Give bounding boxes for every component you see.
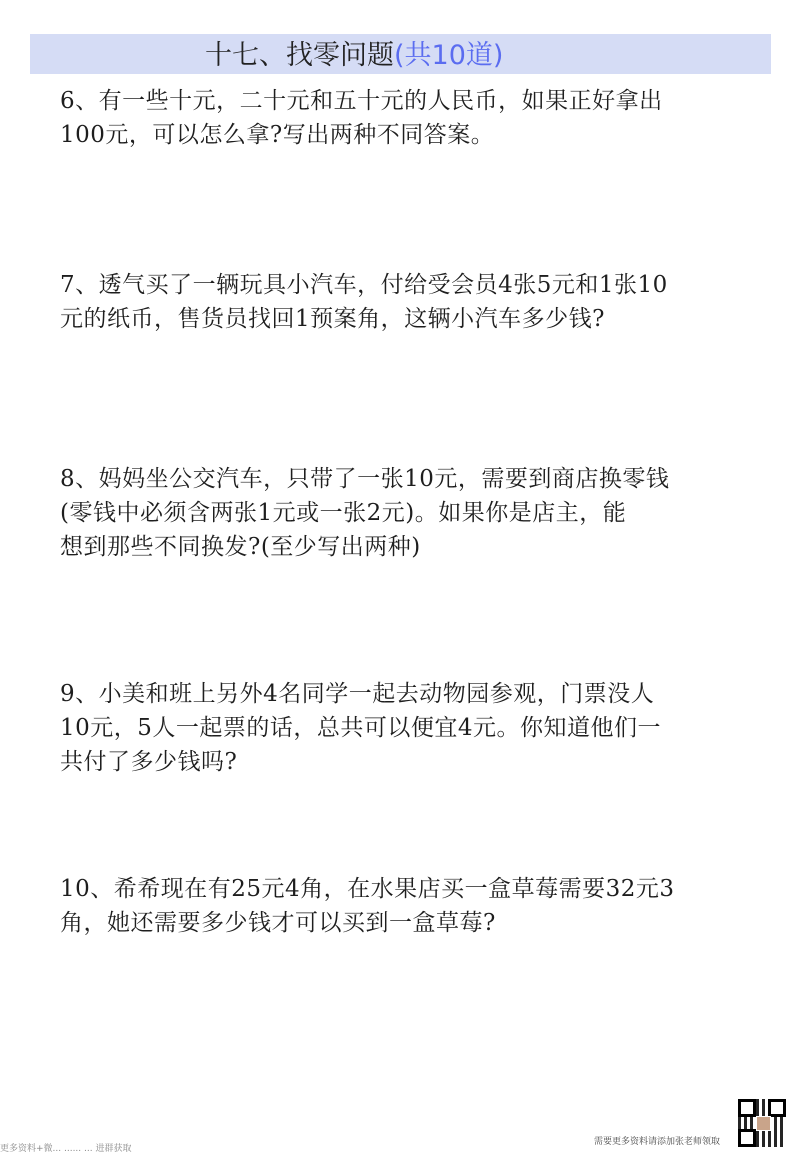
qr-finder-icon [738,1129,756,1147]
question-7: 7、透气买了一辆玩具小汽车，付给受会员4张5元和1张10 元的纸币，售货员找回1预案角，这辆小汽车多少钱? [60,272,668,332]
avatar [756,1116,771,1131]
qr-finder-icon [768,1099,786,1117]
question-10: 10、希希现在有25元4角，在水果店买一盒草莓需要32元3 角，她还需要多少钱才可以买到一盒草莓? [60,876,675,936]
question-8: 8、妈妈坐公交汽车，只带了一张10元，需要到商店换零钱 (零钱中必须含两张1元或一张2元)。如果你是店主，能 想到那些不同换发?(至少写出两种) [60,466,670,560]
footer-right-note: 需要更多资料请添加张老师领取 [594,1137,721,1147]
title-count: (共10道) [394,40,504,71]
footer-left-note: 更多资料+微... ...... ... 进群获取 [0,1144,132,1154]
qr-finder-icon [738,1099,756,1117]
question-6: 6、有一些十元，二十元和五十元的人民币，如果正好拿出 100元，可以怎么拿?写出两种不同答案。 [60,88,663,148]
page-title [205,38,503,74]
question-9: 9、小美和班上另外4名同学一起去动物园参观，门票没人 10元，5人一起票的话，总共可以便宜4元。你知道他们一 共付了多少钱吗? [60,681,662,775]
title-main: 十七、找零问题 [205,40,394,71]
